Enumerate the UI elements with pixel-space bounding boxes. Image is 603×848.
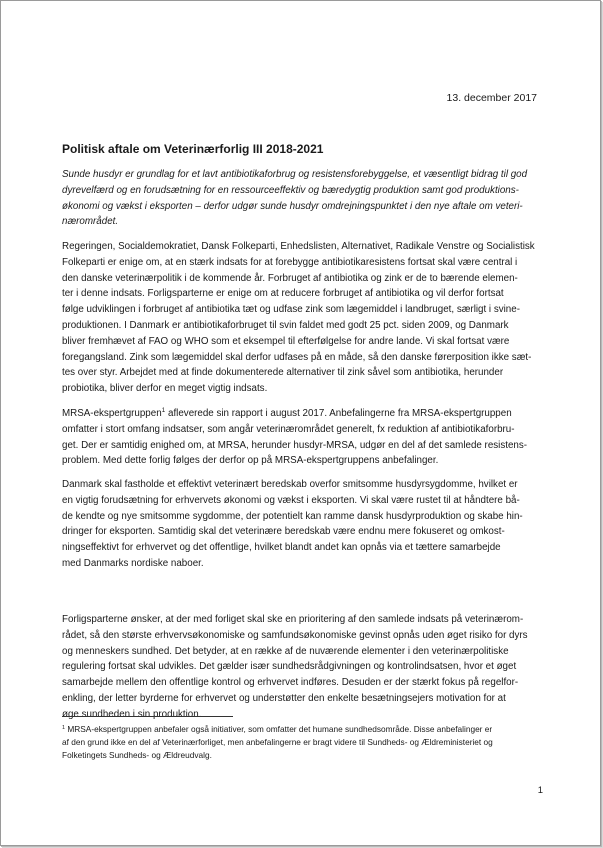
intro-line: økonomi og vækst i eksporten – derfor udgør sunde husdyr omdrejningspunktet i den nye aftale om veteri-	[62, 200, 523, 212]
paragraph-line: tes over styr. Arbejdet med at finde dokumenterede alternativer til zink såvel som antibiotika, herunder	[62, 367, 504, 379]
paragraph-line: ter i denne indsats. Forligsparterne er enige om at reducere forbruget af antibiotika og vil derfor fortsat	[62, 288, 504, 300]
paragraph-line: problem. Med dette forlig følges der derfor op på MRSA-ekspertgruppens anbefalinger.	[62, 455, 439, 467]
paragraph-line: ningseffektivt for erhvervet og det offentlige, hvilket blandt andet kan opnås via et tættere samarbejde	[62, 542, 501, 554]
paragraph-line: foregangsland. Zink som lægemiddel skal derfor udfases på en måde, så den danske førerposition ikke sæt-	[62, 351, 532, 363]
paragraph-line: enkling, der letter byrderne for erhvervet og understøtter den enkelte besætningsejers motivation for at	[62, 692, 506, 704]
paragraph-line: øge sundheden i sin produktion.	[62, 708, 202, 720]
paragraph-line: følge udviklingen i forbruget af antibiotika tæt og udfase zink som lægemiddel i landbruget, særligt i svine-	[62, 304, 520, 316]
paragraph-line: get. Der er samtidig enighed om, at MRSA, herunder husdyr-MRSA, udgør en del af det samlede resistens-	[62, 439, 528, 451]
paragraph-line: en vigtig forudsætning for erhvervets økonomi og vækst i eksporten. Vi skal være rustet til at håndtere bå-	[62, 494, 520, 506]
paragraph-prioritization	[62, 612, 547, 723]
footnote-line: Folketingets Sundheds- og Ældreudvalg.	[62, 750, 212, 760]
paragraph-line: rådet, så den største erhvervsøkonomiske og samfundsøkonomiske gevinst opnås uden øget risiko for dyrs	[62, 629, 528, 641]
paragraph-line: den danske veterinærpolitik i de kommende år. Forbruget af antibiotika og zink er de to bærende elemen-	[62, 272, 518, 284]
intro-line: dyrevelfærd og en forudsætning for en ressourceeffektiv og bæredygtig produktion samt god produktions-	[62, 184, 519, 196]
paragraph-line: produktionen. I Danmark er antibiotikaforbruget til svin faldet med godt 25 pct. siden 2009, og Danmark	[62, 319, 509, 331]
paragraph-line: samarbejde mellem den offentlige kontrol og erhvervet indføres. Desuden er der stærkt fokus på regelfor-	[62, 677, 519, 689]
mrsa-group-name: MRSA-ekspertgruppen	[62, 408, 162, 419]
paragraph-agreement-parties	[62, 239, 547, 397]
footnote-separator	[62, 716, 233, 717]
intro-line: nærområdet.	[62, 216, 119, 228]
footnote-line-text: MRSA-ekspertgruppen anbefaler også initiativer, som omfatter det humane sundhedsområde. Disse anbefalinger er	[65, 724, 493, 734]
paragraph-line: og menneskers sundhed. Det betyder, at en række af de nuværende elementer i den veterinærpolitiske	[62, 645, 509, 657]
paragraph-line: de kendte og nye smitsomme sygdomme, der potentielt kan ramme dansk husdyrproduktion og skabe hin-	[62, 510, 523, 522]
document-date: 13. december 2017	[446, 92, 537, 104]
paragraph-line: dringer for eksporten. Samtidig skal det veterinære beredskab være endnu mere fokuseret og omkost-	[62, 526, 505, 538]
paragraph-line: Folkeparti er enige om, at en stærk indsats for at forebygge antibiotikaresistens fortsat skal være central i	[62, 256, 518, 268]
paragraph-line: med Danmarks nordiske naboer.	[62, 557, 204, 569]
intro-line: Sunde husdyr er grundlag for et lavt antibiotikaforbrug og resistensforebyggelse, et væsentligt bidrag til god	[62, 169, 528, 180]
paragraph-line-text: afleverede sin rapport i august 2017. Anbefalingerne fra MRSA-ekspertgruppen	[165, 408, 512, 419]
paragraph-line: Regeringen, Socialdemokratiet, Dansk Folkeparti, Enhedslisten, Alternativet, Radikale Venstre og Socialistisk	[62, 241, 535, 252]
footnote	[62, 723, 547, 762]
paragraph-line: bliver fremhævet af FAO og WHO som et eksempel til efterfølgelse for andre lande. Vi skal fortsat være	[62, 335, 510, 347]
paragraph-line: Forligsparterne ønsker, at der med forliget skal ske en prioritering af den samlede indsats på veterinærom-	[62, 614, 524, 625]
paragraph-line: Danmark skal fastholde et effektivt veterinært beredskab overfor smitsomme husdyrsygdomme, hvilket er	[62, 479, 518, 490]
paragraph-preparedness	[62, 477, 547, 572]
footnote-reference: 1	[161, 407, 166, 414]
footnote-line: af den grund ikke en del af Veterinærforliget, men anbefalingerne er bragt videre til Sundheds- og Ældreministeriet og	[62, 737, 493, 747]
paragraph-line: probiotika, bliver derfor en meget vigtig indsats.	[62, 383, 268, 395]
paragraph-line: regulering fortsat skal udvikles. Det gælder især sundhedsrådgivningen og kontrolindsatsen, hvor et øget	[62, 661, 517, 673]
page-number: 1	[537, 785, 543, 796]
paragraph-line	[62, 406, 547, 422]
document-title: Politisk aftale om Veterinærforlig III 2018-2021	[62, 142, 324, 156]
paragraph-line: omfatter i stort omfang indsatser, som angår veterinærområdet generelt, fx reduktion af antibiotikaforbru-	[62, 423, 515, 435]
paragraph-mrsa	[62, 406, 547, 469]
footnote-mark: 1	[62, 725, 66, 731]
footnote-line	[62, 723, 547, 736]
intro-paragraph	[62, 167, 547, 230]
